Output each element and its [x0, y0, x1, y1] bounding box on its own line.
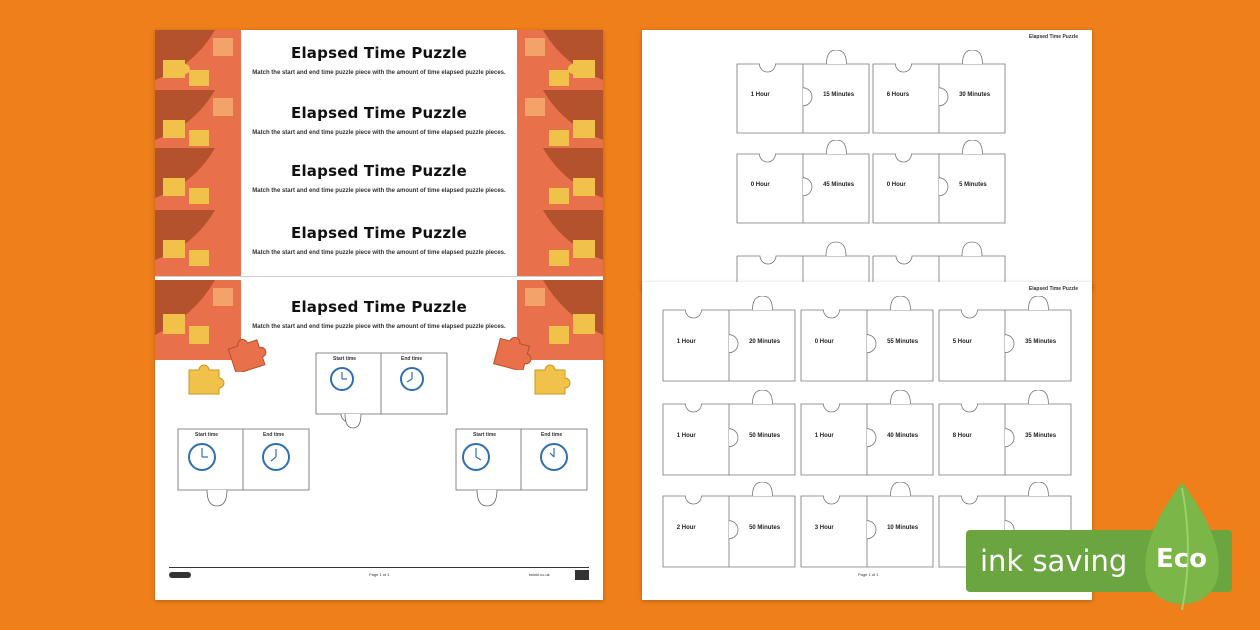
- minutes-label: 50 Minutes: [749, 525, 781, 531]
- minutes-label: 30 Minutes: [959, 92, 991, 98]
- time-puzzle-pair: [938, 296, 1072, 382]
- minutes-label: 35 Minutes: [1025, 433, 1057, 439]
- hours-label: 1 Hour: [750, 92, 770, 98]
- twinkl-logo-icon: [169, 571, 191, 579]
- time-puzzle-pair: [662, 482, 796, 568]
- worksheet-banner-5: [155, 280, 603, 360]
- puzzle-corner-left-icon: [155, 30, 241, 97]
- minutes-label: 5 Minutes: [959, 182, 987, 188]
- end-time-label: End time: [401, 356, 423, 362]
- hours-label: 1 Hour: [814, 433, 834, 439]
- banner-subtitle: Match the start and end time puzzle piece with the amount of time elapsed puzzle pieces.: [252, 70, 506, 76]
- puzzle-corner-left-icon: [155, 210, 241, 277]
- minutes-label: 40 Minutes: [887, 433, 919, 439]
- puzzle-corner-right-icon: [517, 90, 603, 157]
- clock-puzzle-pair-top: [315, 352, 449, 438]
- hours-label: 0 Hour: [886, 182, 906, 188]
- eco-text: Eco: [1156, 544, 1208, 574]
- logo-badge-icon: [575, 570, 589, 580]
- hours-label: 5 Hour: [952, 339, 972, 345]
- banner-subtitle: Match the start and end time puzzle piece with the amount of time elapsed puzzle pieces.: [252, 324, 506, 330]
- footer-page-number: Page 1 of 1: [858, 572, 879, 577]
- orange-puzzle-piece-icon: [225, 338, 267, 372]
- end-time-label: End time: [541, 432, 563, 438]
- hours-label: 1 Hour: [676, 433, 696, 439]
- puzzle-corner-right-icon: [517, 30, 603, 97]
- clock-face-icon: [261, 442, 291, 472]
- start-time-label: Start time: [195, 432, 219, 438]
- hours-label: 1 Hour: [676, 339, 696, 345]
- start-time-label: Start time: [333, 356, 357, 362]
- worksheet-banner-3: [155, 148, 603, 215]
- time-puzzle-pair: [800, 296, 934, 382]
- footer-page-number: Page 1 of 1: [369, 572, 390, 577]
- puzzle-corner-left-icon: [155, 148, 241, 215]
- hours-label: 6 Hours: [886, 92, 910, 98]
- minutes-label: 50 Minutes: [749, 433, 781, 439]
- clock-face-icon: [461, 442, 491, 472]
- end-time-label: End time: [263, 432, 285, 438]
- yellow-puzzle-piece-icon: [529, 362, 573, 396]
- worksheet-banner-4: [155, 210, 603, 277]
- hours-label: 0 Hour: [750, 182, 770, 188]
- minutes-label: 45 Minutes: [823, 182, 855, 188]
- hours-label: 8 Hour: [952, 433, 972, 439]
- right-worksheet-page-back: [642, 30, 1092, 290]
- start-time-label: Start time: [473, 432, 497, 438]
- clock-puzzle-pair-left: [177, 428, 311, 514]
- hours-label: 3 Hour: [814, 525, 834, 531]
- banner-subtitle: Match the start and end time puzzle piece with the amount of time elapsed puzzle pieces.: [252, 130, 506, 136]
- hours-label: 2 Hour: [676, 525, 696, 531]
- time-puzzle-pair: [872, 140, 1006, 224]
- time-puzzle-pair: [736, 50, 870, 134]
- footer-site: twinkl.co.uk: [529, 572, 550, 577]
- hours-label: 0 Hour: [814, 339, 834, 345]
- banner-title: Elapsed Time Puzzle: [291, 104, 467, 122]
- time-puzzle-pair: [662, 390, 796, 476]
- minutes-label: 20 Minutes: [749, 339, 781, 345]
- worksheet-banner-1: [155, 30, 603, 97]
- page-title: Elapsed Time Puzzle: [1028, 286, 1078, 292]
- puzzle-corner-left-icon: [155, 90, 241, 157]
- left-worksheet-page: [155, 30, 603, 600]
- puzzle-corner-right-icon: [517, 210, 603, 277]
- banner-title: Elapsed Time Puzzle: [291, 298, 467, 316]
- time-puzzle-pair: [800, 390, 934, 476]
- banner-title: Elapsed Time Puzzle: [291, 224, 467, 242]
- time-puzzle-pair: [938, 390, 1072, 476]
- minutes-label: 35 Minutes: [1025, 339, 1057, 345]
- clock-face-icon: [187, 442, 217, 472]
- banner-title: Elapsed Time Puzzle: [291, 162, 467, 180]
- puzzle-corner-right-icon: [517, 148, 603, 215]
- time-puzzle-pair: [662, 296, 796, 382]
- clock-face-icon: [539, 442, 569, 472]
- time-puzzle-pair: [800, 482, 934, 568]
- minutes-label: 55 Minutes: [887, 339, 919, 345]
- minutes-label: 15 Minutes: [823, 92, 855, 98]
- worksheet-banner-2: [155, 90, 603, 157]
- ink-saving-text: ink saving: [980, 544, 1128, 578]
- orange-puzzle-piece-icon: [491, 336, 533, 370]
- clock-puzzle-pair-right: [455, 428, 589, 514]
- yellow-puzzle-piece-icon: [183, 362, 227, 396]
- time-puzzle-pair: [736, 140, 870, 224]
- page-title: Elapsed Time Puzzle: [1028, 34, 1078, 40]
- clock-face-icon: [399, 366, 425, 392]
- eco-leaf-badge: [1140, 480, 1224, 612]
- time-puzzle-pair: [872, 50, 1006, 134]
- banner-title: Elapsed Time Puzzle: [291, 44, 467, 62]
- banner-subtitle: Match the start and end time puzzle piece with the amount of time elapsed puzzle pieces.: [252, 250, 506, 256]
- page-footer: [169, 567, 589, 582]
- clock-face-icon: [329, 366, 355, 392]
- banner-subtitle: Match the start and end time puzzle piece with the amount of time elapsed puzzle pieces.: [252, 188, 506, 194]
- minutes-label: 10 Minutes: [887, 525, 919, 531]
